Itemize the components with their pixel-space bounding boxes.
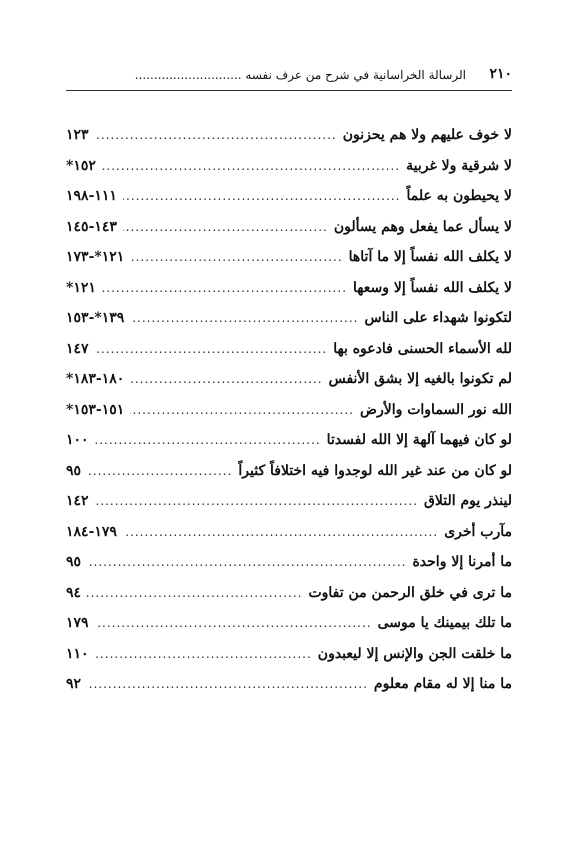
index-entry bbox=[66, 181, 512, 212]
entry-pages: ١٤٣-١٤٥ bbox=[66, 218, 117, 235]
entry-phrase: ما خلقت الجن والإنس إلا ليعبدون bbox=[317, 645, 512, 662]
entry-pages: ١٥١-١٥٣* bbox=[66, 401, 125, 418]
entry-pages: ١٤٢ bbox=[66, 493, 89, 510]
index-entry bbox=[66, 669, 512, 700]
entry-phrase: لو كان من عند غير الله لوجدوا فيه اختلافاً كثيراً bbox=[238, 462, 512, 479]
entry-pages: ١٨٠-١٨٣* bbox=[66, 371, 125, 388]
leader-dots bbox=[87, 554, 406, 570]
index-entry bbox=[66, 151, 512, 182]
leader-dots bbox=[130, 310, 358, 326]
entry-phrase: لا خوف عليهم ولا هم يحزنون bbox=[342, 127, 512, 144]
entry-phrase: لله الأسماء الحسنى فادعوه بها bbox=[333, 340, 512, 357]
index-entry bbox=[66, 639, 512, 670]
leader-dots bbox=[130, 402, 354, 418]
entry-phrase: ما أمرنا إلا واحدة bbox=[412, 554, 512, 571]
index-entry bbox=[66, 608, 512, 639]
leader-dots bbox=[87, 463, 232, 479]
entry-phrase: ما تلك بيمينك يا موسى bbox=[377, 615, 512, 632]
entry-pages: ١٣٩*-١٥٣ bbox=[66, 310, 125, 327]
entry-pages: ١١٠ bbox=[66, 645, 89, 662]
entry-phrase: لينذر يوم التلاق bbox=[424, 493, 512, 510]
leader-dots bbox=[95, 646, 312, 662]
entry-phrase: مآرب أخرى bbox=[444, 523, 512, 540]
entry-phrase: لا يكلف الله نفساً إلا وسعها bbox=[353, 279, 512, 296]
entry-pages: ١٧٩-١٨٤ bbox=[66, 523, 117, 540]
entry-pages: ١٢٣ bbox=[66, 127, 89, 144]
index-entry bbox=[66, 578, 512, 609]
index-entry bbox=[66, 120, 512, 151]
entry-pages: ١١١-١٩٨ bbox=[66, 188, 117, 205]
entry-phrase: لتكونوا شهداء على الناس bbox=[364, 310, 512, 327]
leader-dots bbox=[123, 524, 438, 540]
verse-index-list bbox=[66, 120, 512, 700]
entry-pages: ١٤٧ bbox=[66, 340, 89, 357]
entry-pages: ٩٥ bbox=[66, 462, 82, 479]
entry-phrase: لو كان فيهما آلهة إلا الله لفسدتا bbox=[326, 432, 512, 449]
entry-phrase: لم تكونوا بالغيه إلا بشق الأنفس bbox=[328, 371, 512, 388]
leader-dots bbox=[95, 615, 372, 631]
index-entry bbox=[66, 334, 512, 365]
index-entry bbox=[66, 547, 512, 578]
entry-pages: ١٢١*-١٧٣ bbox=[66, 249, 125, 266]
entry-pages: ١٧٩ bbox=[66, 615, 89, 632]
leader-dots bbox=[95, 493, 418, 509]
entry-phrase: ما ترى في خلق الرحمن من تفاوت bbox=[308, 584, 512, 601]
header-rule bbox=[66, 90, 512, 91]
index-entry bbox=[66, 212, 512, 243]
entry-pages: ١٠٠ bbox=[66, 432, 89, 449]
index-entry bbox=[66, 486, 512, 517]
leader-dots bbox=[130, 371, 322, 387]
entry-phrase: لا يسأل عما يفعل وهم يسألون bbox=[333, 218, 512, 235]
entry-phrase: لا شرقية ولا غربية bbox=[406, 157, 512, 174]
running-title: الرسالة الخراسانية في شرح من عرف نفسه ............................ bbox=[134, 68, 466, 82]
entry-phrase: لا يكلف الله نفساً إلا ما آتاها bbox=[348, 249, 512, 266]
index-entry bbox=[66, 364, 512, 395]
leader-dots bbox=[95, 432, 321, 448]
index-entry bbox=[66, 517, 512, 548]
index-entry bbox=[66, 425, 512, 456]
leader-dots bbox=[102, 158, 400, 174]
entry-pages: ٩٥ bbox=[66, 554, 82, 571]
entry-phrase: الله نور السماوات والأرض bbox=[360, 401, 512, 418]
leader-dots bbox=[95, 341, 328, 357]
leader-dots bbox=[102, 280, 347, 296]
leader-dots bbox=[123, 188, 401, 204]
running-header bbox=[66, 66, 512, 88]
leader-dots bbox=[87, 585, 302, 601]
entry-pages: ١٢١* bbox=[66, 279, 96, 296]
index-entry bbox=[66, 395, 512, 426]
leader-dots bbox=[87, 676, 368, 692]
entry-pages: ٩٤ bbox=[66, 584, 82, 601]
entry-pages: ٩٢ bbox=[66, 676, 82, 693]
index-entry bbox=[66, 242, 512, 273]
leader-dots bbox=[95, 127, 337, 143]
entry-phrase: لا يحيطون به علماً bbox=[406, 188, 512, 205]
index-entry bbox=[66, 456, 512, 487]
leader-dots bbox=[130, 249, 342, 265]
entry-phrase: ما منا إلا له مقام معلوم bbox=[373, 676, 512, 693]
leader-dots bbox=[123, 219, 328, 235]
page-number: ٢١٠ bbox=[489, 66, 512, 82]
index-entry bbox=[66, 273, 512, 304]
entry-pages: ١٥٢* bbox=[66, 157, 96, 174]
index-entry bbox=[66, 303, 512, 334]
